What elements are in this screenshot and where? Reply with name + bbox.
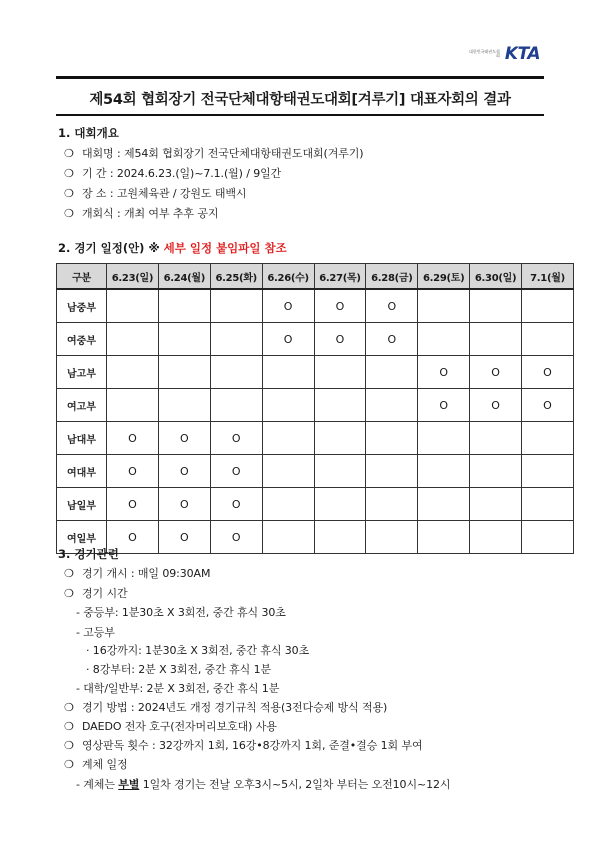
schedule-cell [418,488,470,521]
schedule-cell [210,356,262,389]
schedule-cell [158,356,210,389]
match-item: ❍ 계체 일정 [64,758,128,771]
schedule-cell: O [158,422,210,455]
schedule-cell: O [107,521,159,554]
schedule-body [57,289,574,554]
schedule-cell: O [314,323,366,356]
header-date: 6.23(일) [107,264,159,290]
schedule-cell [314,389,366,422]
schedule-cell [470,521,522,554]
schedule-cell [366,455,418,488]
match-item: ❍ 경기 방법 : 2024년도 개정 경기규칙 적용(3전다승제 방식 적용) [64,701,388,714]
schedule-cell [158,323,210,356]
bullet-icon: ❍ [64,187,74,200]
match-subitem: · 8강부터: 2분 X 3회전, 중간 휴식 1분 [86,663,271,676]
match-item: ❍ 영상판독 횟수 : 32강까지 1회, 16강•8강까지 1회, 준결•결승 1회 부여 [64,739,423,752]
schedule-cell [210,323,262,356]
schedule-header-row [57,264,574,290]
schedule-cell [210,289,262,323]
header-date: 6.28(금) [366,264,418,290]
schedule-cell: O [366,323,418,356]
schedule-cell [210,389,262,422]
schedule-cell [314,455,366,488]
bullet-icon: ❍ [64,739,74,752]
schedule-cell [262,422,314,455]
bullet-icon: ❍ [64,701,74,714]
header-date: 6.29(토) [418,264,470,290]
schedule-cell: O [314,289,366,323]
overview-item: ❍ 장 소 : 고원체육관 / 강원도 태백시 [64,187,247,200]
schedule-cell [418,422,470,455]
schedule-cell [470,488,522,521]
schedule-table [56,263,574,554]
section1-heading: 1. 대회개요 [58,126,119,140]
match-item: ❍ 경기 개시 : 매일 09:30AM [64,567,211,580]
header-date: 6.26(수) [262,264,314,290]
schedule-cell [314,356,366,389]
schedule-cell [418,289,470,323]
weigh-in-detail: - 계체는 부별 1일차 경기는 전날 오후3시~5시, 2일차 부터는 오전10시~12시 [76,778,451,791]
bullet-icon: ❍ [64,207,74,220]
schedule-cell [107,356,159,389]
by-division-emphasis: 부별 [118,778,140,791]
overview-item: ❍ 개회식 : 개최 여부 추후 공지 [64,207,219,220]
schedule-cell: O [158,455,210,488]
division-label: 여중부 [57,323,107,356]
kta-mark: KTA [504,44,540,64]
schedule-cell [522,289,574,323]
schedule-cell [107,323,159,356]
schedule-cell [366,422,418,455]
schedule-cell [107,289,159,323]
schedule-cell: O [107,488,159,521]
kta-logo [466,44,540,64]
table-row [57,323,574,356]
schedule-cell [522,422,574,455]
schedule-cell [366,488,418,521]
schedule-cell: O [470,356,522,389]
schedule-cell [470,289,522,323]
match-subitem: - 중등부: 1분30초 X 3회전, 중간 휴식 30초 [76,606,286,619]
schedule-cell [262,389,314,422]
schedule-cell: O [522,389,574,422]
match-subitem: · 16강까지: 1분30초 X 3회전, 중간 휴식 30초 [86,644,310,657]
schedule-cell: O [107,422,159,455]
table-row [57,521,574,554]
schedule-cell [262,356,314,389]
division-label: 남고부 [57,356,107,389]
schedule-cell [314,422,366,455]
header-date: 6.24(월) [158,264,210,290]
logo-org-text: 대한민국태권도협회 [468,48,500,58]
schedule-cell: O [366,289,418,323]
header-category: 구분 [57,264,107,290]
schedule-cell [366,356,418,389]
header-date: 7.1(월) [522,264,574,290]
header-date: 6.25(화) [210,264,262,290]
division-label: 여일부 [57,521,107,554]
schedule-cell [262,488,314,521]
division-label: 남대부 [57,422,107,455]
schedule-cell [158,289,210,323]
match-subitem: - 고등부 [76,626,115,639]
bullet-icon: ❍ [64,720,74,733]
schedule-cell: O [418,389,470,422]
schedule-cell [418,455,470,488]
schedule-cell: O [470,389,522,422]
match-item: ❍ 경기 시간 [64,587,128,600]
schedule-cell [522,323,574,356]
table-row [57,422,574,455]
section2-heading: 2. 경기 일정(안) ※ 세부 일정 붙임파일 참조 [58,241,287,255]
schedule-cell: O [262,289,314,323]
bullet-icon: ❍ [64,587,74,600]
schedule-cell [522,455,574,488]
bullet-icon: ❍ [64,758,74,771]
header-date: 6.27(목) [314,264,366,290]
schedule-cell [470,422,522,455]
schedule-cell [470,455,522,488]
schedule-cell: O [210,521,262,554]
schedule-cell: O [158,521,210,554]
schedule-cell [314,488,366,521]
schedule-cell [366,389,418,422]
schedule-cell: O [262,323,314,356]
table-row [57,389,574,422]
match-subitem: - 대학/일반부: 2분 X 3회전, 중간 휴식 1분 [76,682,280,695]
title-rule-top [56,76,544,79]
bullet-icon: ❍ [64,147,74,160]
schedule-cell [158,389,210,422]
schedule-cell [262,521,314,554]
schedule-cell: O [210,488,262,521]
section3-heading: 3. 경기관련 [58,547,119,561]
match-item: ❍ DAEDO 전자 호구(전자머리보호대) 사용 [64,720,277,733]
schedule-note: 세부 일정 붙임파일 참조 [163,241,287,255]
schedule-cell [366,521,418,554]
schedule-cell [314,521,366,554]
schedule-cell: O [210,455,262,488]
table-row [57,356,574,389]
overview-item: ❍ 대회명 : 제54회 협회장기 전국단체대항태권도대회(겨루기) [64,147,364,160]
table-row [57,488,574,521]
header-date: 6.30(일) [470,264,522,290]
schedule-cell [262,455,314,488]
division-label: 여대부 [57,455,107,488]
table-row [57,289,574,323]
schedule-cell: O [107,455,159,488]
schedule-cell [107,389,159,422]
schedule-cell [522,488,574,521]
division-label: 여고부 [57,389,107,422]
schedule-cell: O [158,488,210,521]
schedule-cell [522,521,574,554]
schedule-cell [470,323,522,356]
schedule-cell: O [418,356,470,389]
bullet-icon: ❍ [64,567,74,580]
schedule-cell: O [210,422,262,455]
schedule-cell: O [522,356,574,389]
schedule-cell [418,521,470,554]
division-label: 남중부 [57,289,107,323]
schedule-cell [418,323,470,356]
overview-item: ❍ 기 간 : 2024.6.23.(일)~7.1.(월) / 9일간 [64,167,282,180]
division-label: 남일부 [57,488,107,521]
table-row [57,455,574,488]
bullet-icon: ❍ [64,167,74,180]
document-title: 제54회 협회장기 전국단체대항태권도대회[겨루기] 대표자회의 결과 [89,92,511,108]
title-rule-bottom [56,114,544,116]
